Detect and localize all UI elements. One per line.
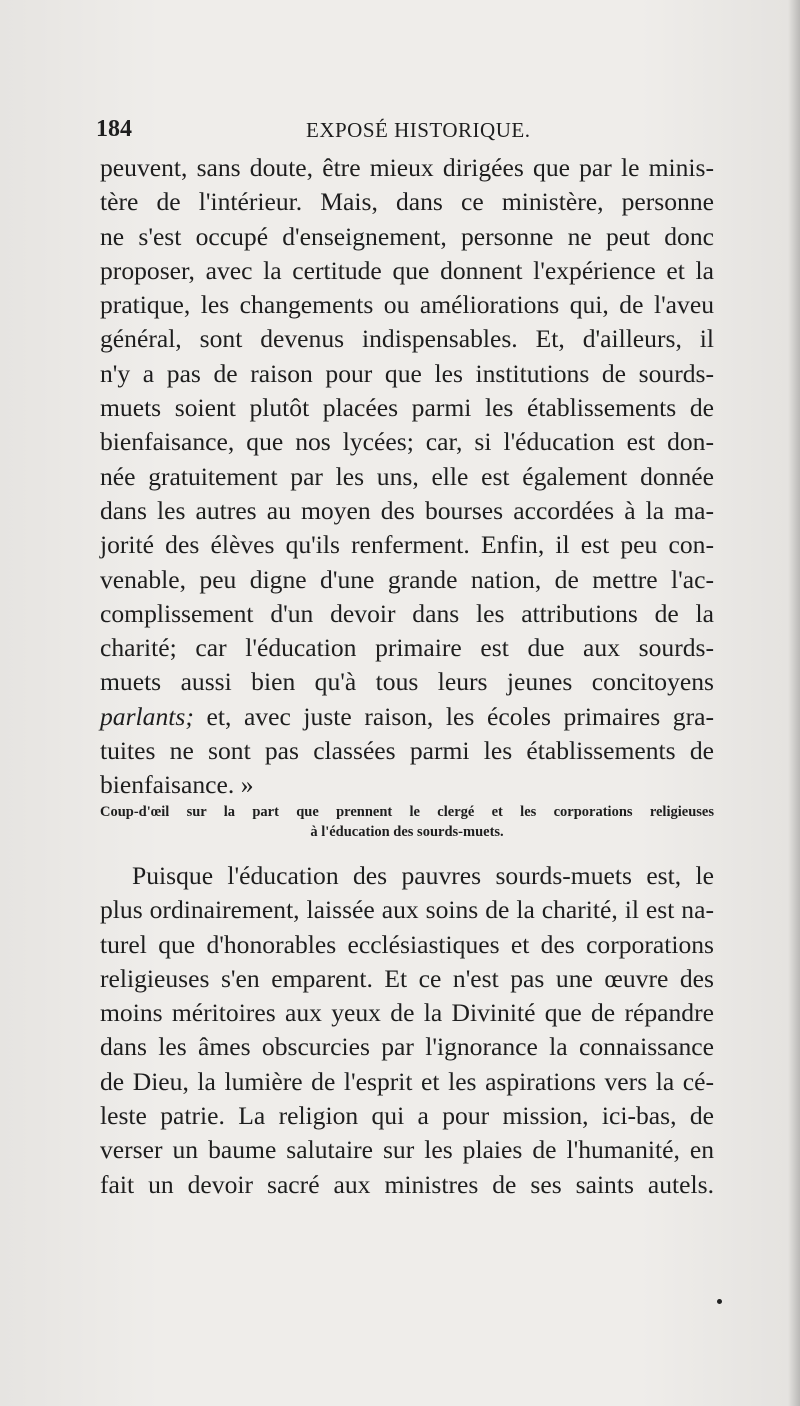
text-line: tère de l'intérieur. Mais, dans ce ministère, personne: [100, 187, 714, 217]
page-header: [96, 116, 726, 146]
text-line: née gratuitement par les uns, elle est également donnée: [100, 461, 714, 491]
ink-speck: [717, 1299, 722, 1304]
text-line: charité; car l'éducation primaire est due aux sourds-: [100, 633, 714, 663]
text-line: de Dieu, la lumière de l'esprit et les aspirations vers la cé-: [100, 1066, 714, 1096]
text-line: moins méritoires aux yeux de la Divinité que de répandre: [100, 998, 714, 1028]
page-number: 184: [96, 116, 132, 142]
text-line: venable, peu digne d'une grande nation, de mettre l'ac-: [100, 564, 714, 594]
text-segment: et, avec juste raison, les écoles primaires gra-: [193, 701, 714, 731]
text-line: bienfaisance. »: [100, 770, 254, 800]
text-line: bienfaisance, que nos lycées; car, si l'éducation est don-: [100, 427, 714, 457]
text-line: turel que d'honorables ecclésiastiques et des corporations: [100, 929, 714, 959]
text-line: jorité des élèves qu'ils renferment. Enfin, il est peu con-: [100, 530, 714, 560]
running-title: EXPOSÉ HISTORIQUE.: [306, 118, 531, 142]
text-line: muets aussi bien qu'à tous leurs jeunes concitoyens: [100, 667, 714, 697]
paragraph-continued: [100, 151, 714, 803]
text-line: général, sont devenus indispensables. Et, d'ailleurs, il: [100, 324, 714, 354]
text-line: dans les âmes obscurcies par l'ignorance la connaissance: [100, 1032, 714, 1062]
text-line: complissement d'un devoir dans les attributions de la: [100, 598, 714, 628]
section-heading-line: Coup-d'œil sur la part que prennent le clergé et les corporations religieuses: [100, 804, 714, 820]
text-line: dans les autres au moyen des bourses accordées à la ma-: [100, 495, 714, 525]
text-line: [100, 700, 714, 734]
italic-word: parlants;: [100, 701, 194, 731]
section-heading: [100, 802, 714, 842]
text-line: muets soient plutôt placées parmi les établissements de: [100, 393, 714, 423]
text-line: Puisque l'éducation des pauvres sourds-muets est, le: [132, 861, 714, 890]
text-line: verser un baume salutaire sur les plaies de l'humanité, en: [100, 1135, 714, 1165]
text-line: fait un devoir sacré aux ministres de ses saints autels.: [100, 1169, 714, 1199]
paragraph: [100, 859, 714, 1202]
text-line: pratique, les changements ou améliorations qui, de l'aveu: [100, 290, 714, 320]
text-line: plus ordinairement, laissée aux soins de la charité, il est na-: [100, 895, 714, 925]
text-line: leste patrie. La religion qui a pour mission, ici-bas, de: [100, 1101, 714, 1131]
text-line: n'y a pas de raison pour que les institutions de sourds-: [100, 358, 714, 388]
text-line: tuites ne sont pas classées parmi les établissements de: [100, 736, 714, 766]
section-heading-line: à l'éducation des sourds-muets.: [310, 824, 504, 840]
page-edge-shadow: [788, 0, 800, 1406]
text-line: peuvent, sans doute, être mieux dirigées que par le minis-: [100, 153, 714, 182]
text-line: religieuses s'en emparent. Et ce n'est pas une œuvre des: [100, 963, 714, 993]
text-line: proposer, avec la certitude que donnent l'expérience et la: [100, 255, 714, 285]
text-line: ne s'est occupé d'enseignement, personne ne peut donc: [100, 221, 714, 251]
